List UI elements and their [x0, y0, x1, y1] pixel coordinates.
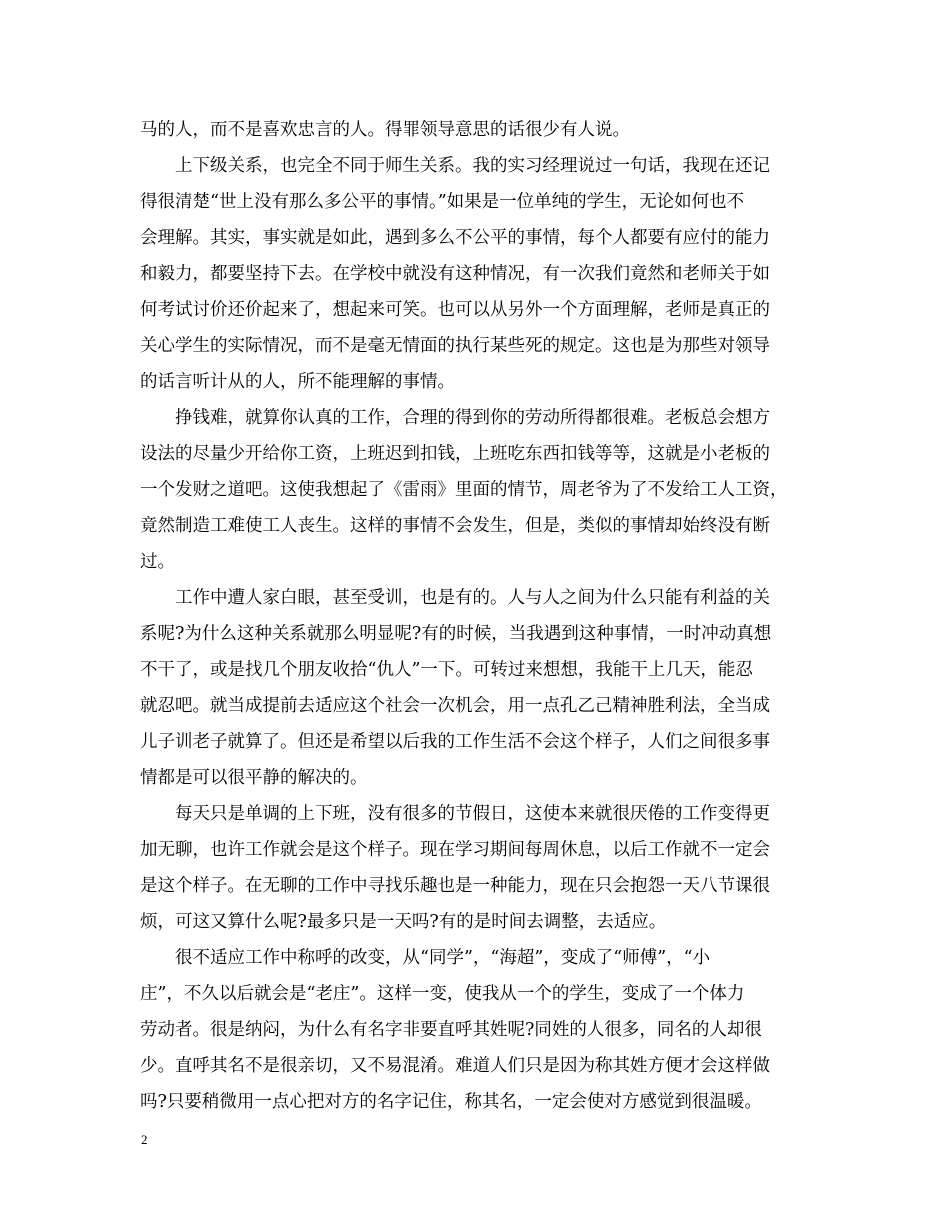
text-line: 和毅力，都要坚持下去。在学校中就没有这种情况，有一次我们竟然和老师关于如 [140, 264, 770, 284]
text-line: 很不适应工作中称呼的改变，从“同学”，“海超”，变成了“师傅”，“小 [175, 948, 711, 968]
text-line: 情都是可以很平静的解决的。 [140, 768, 368, 788]
text-line: 关心学生的实际情况，而不是毫无情面的执行某些死的规定。这也是为那些对领导 [140, 336, 770, 356]
text-line: 一个发财之道吧。这使我想起了《雷雨》里面的情节，周老爷为了不发给工人工资， [140, 480, 788, 500]
text-line: 得很清楚“世上没有那么多公平的事情。”如果是一位单纯的学生，无论如何也不 [140, 192, 745, 212]
text-line: 烦，可这又算什么呢?最多只是一天吗?有的是时间去调整，去适应。 [140, 912, 667, 932]
text-line: 的话言听计从的人，所不能理解的事情。 [140, 372, 455, 392]
text-line: 马的人，而不是喜欢忠言的人。得罪领导意思的话很少有人说。 [140, 120, 630, 140]
text-line: 会理解。其实，事实就是如此，遇到多么不公平的事情，每个人都要有应付的能力 [140, 228, 770, 248]
page-number: 2 [141, 1132, 148, 1147]
text-line: 儿子训老子就算了。但还是希望以后我的工作生活不会这个样子，人们之间很多事 [140, 732, 770, 752]
text-line: 庄”，不久以后就会是“老庄”。这样一变，使我从一个的学生，变成了一个体力 [140, 984, 745, 1004]
text-line: 就忍吧。就当成提前去适应这个社会一次机会，用一点孔乙己精神胜利法，全当成 [140, 696, 770, 716]
text-line: 少。直呼其名不是很亲切，又不易混淆。难道人们只是因为称其姓方便才会这样做 [140, 1056, 770, 1076]
text-line: 系呢?为什么这种关系就那么明显呢?有的时候，当我遇到这种事情，一时冲动真想 [140, 624, 772, 644]
text-line: 设法的尽量少开给你工资，上班迟到扣钱，上班吃东西扣钱等等，这就是小老板的 [140, 444, 770, 464]
text-line: 吗?只要稍微用一点心把对方的名字记住，称其名，一定会使对方感觉到很温暖。 [140, 1092, 762, 1112]
text-line: 过。 [140, 552, 175, 572]
text-line: 上下级关系，也完全不同于师生关系。我的实习经理说过一句话，我现在还记 [175, 156, 770, 176]
text-line: 竟然制造工难使工人丧生。这样的事情不会发生，但是，类似的事情却始终没有断 [140, 516, 770, 536]
text-line: 每天只是单调的上下班，没有很多的节假日，这使本来就很厌倦的工作变得更 [175, 804, 770, 824]
text-line: 劳动者。很是纳闷，为什么有名字非要直呼其姓呢?同姓的人很多，同名的人却很 [140, 1020, 762, 1040]
text-line: 工作中遭人家白眼，甚至受训，也是有的。人与人之间为什么只能有利益的关 [175, 588, 770, 608]
text-line: 不干了，或是找几个朋友收拾“仇人”一下。可转过来想想，我能干上几天，能忍 [140, 660, 753, 680]
text-line: 加无聊，也许工作就会是这个样子。现在学习期间每周休息，以后工作就不一定会 [140, 840, 770, 860]
text-line: 何考试讨价还价起来了，想起来可笑。也可以从另外一个方面理解，老师是真正的 [140, 300, 770, 320]
text-line: 挣钱难，就算你认真的工作，合理的得到你的劳动所得都很难。老板总会想方 [175, 408, 770, 428]
text-line: 是这个样子。在无聊的工作中寻找乐趣也是一种能力，现在只会抱怨一天八节课很 [140, 876, 770, 896]
